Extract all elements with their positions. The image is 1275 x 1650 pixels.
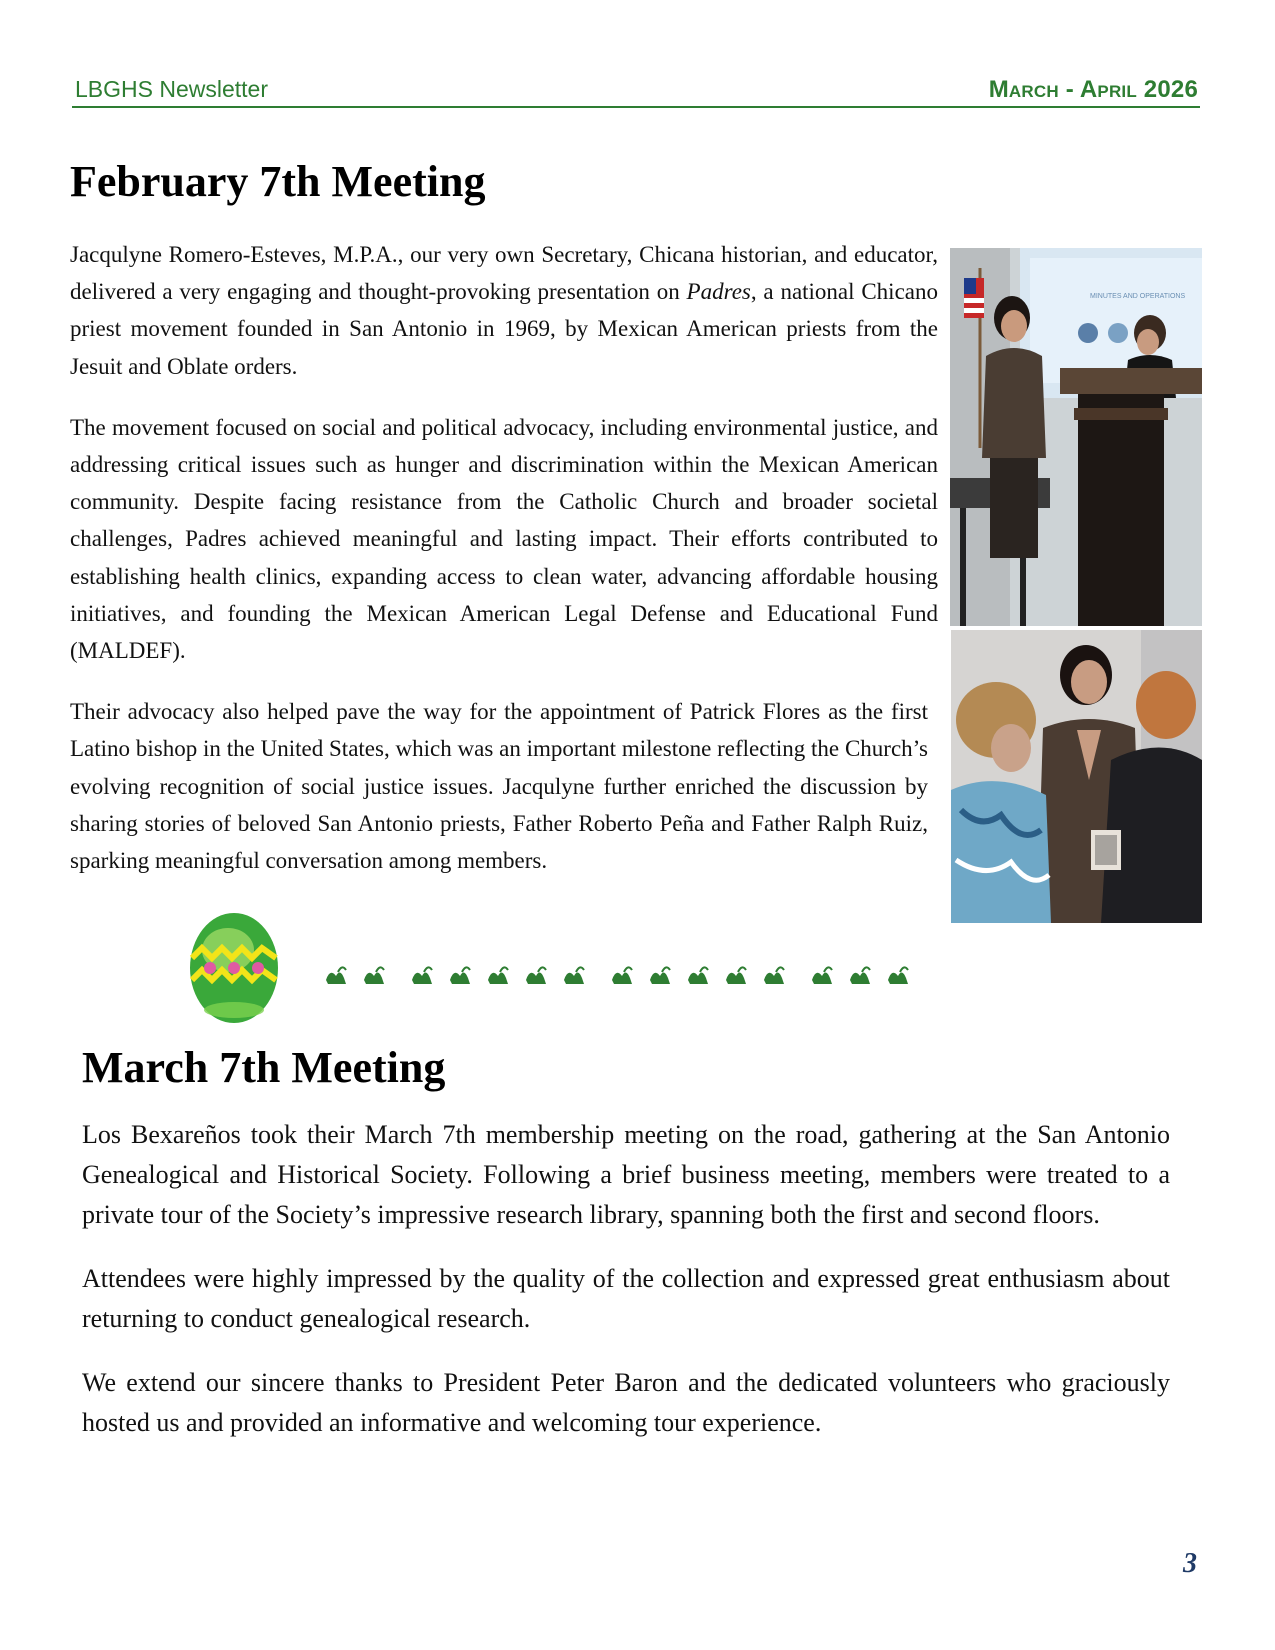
padres-emphasis: Padres [686, 279, 751, 305]
screen-text: MINUTES AND OPERATIONS [1090, 293, 1186, 300]
easter-egg-icon [186, 910, 284, 1028]
feb-paragraph-1: Jacqulyne Romero-Esteves, M.P.A., our very own Secretary, Chicana historian, and educator, delivered a very engaging and thought-provoking presentation on Padres, a national Chicano priest movement founded in San Antonio in 1969, by Mexican American priests from the Jesuit and Oblate orders. [70, 242, 938, 379]
clover-sprig-icon [650, 967, 670, 984]
march-paragraph-2: Attendees were highly impressed by the quality of the collection and expressed great enthusiasm about returning to conduct genealogical research. [82, 1264, 1170, 1333]
presentation-photo-art [950, 248, 1202, 626]
march-paragraph-1: Los Bexareños took their March 7th membership meeting on the road, gathering at the San Antonio Genealogical and Historical Society. Following a brief business meeting, members were treated to a private tour of the Society’s impressive research library, spanning both the first and second floors. [82, 1120, 1170, 1229]
conversation-photo [951, 630, 1202, 923]
feb-paragraph-3: Their advocacy also helped pave the way for the appointment of Patrick Flores as the first Latino bishop in the United States, which was an important milestone reflecting the Church’s evolving recognition of social justice issues. Jacqulyne further enriched the discussion by sharing stories of beloved San Antonio priests, Father Roberto Peña and Father Ralph Ruiz, sparking meaningful conversation among members. [70, 699, 928, 874]
presentation-photo [950, 248, 1202, 626]
march-meeting-title: March 7th Meeting [82, 1043, 446, 1092]
clover-sprig-icon [450, 967, 470, 984]
clover-sprig-icon [812, 967, 832, 984]
conversation-photo-art [951, 630, 1202, 923]
clover-sprig-icon [612, 967, 632, 984]
clover-sprig-icon [688, 967, 708, 984]
clover-sprig-icon [850, 967, 870, 984]
clover-sprig-icon [564, 967, 584, 984]
newsletter-header [72, 70, 1200, 108]
issue-date: March - April 2026 [988, 76, 1198, 103]
clover-sprig-icon [764, 967, 784, 984]
clover-sprig-icon [326, 967, 346, 984]
newsletter-name: LBGHS Newsletter [75, 76, 269, 102]
clover-sprig-icon [364, 967, 384, 984]
decorative-divider [324, 962, 944, 992]
clover-sprig-icon [488, 967, 508, 984]
march-paragraph-3: We extend our sincere thanks to President Peter Baron and the dedicated volunteers who graciously hosted us and provided an informative and welcoming tour experience. [82, 1368, 1170, 1437]
clover-sprig-icon [526, 967, 546, 984]
feb-paragraph-2: The movement focused on social and political advocacy, including environmental justice, and addressing critical issues such as hunger and discrimination within the Mexican American community. Despite facing resistance from the Catholic Church and broader societal challenges, Padres achieved meaningful and lasting impact. Their efforts contributed to establishing health clinics, expanding access to clean water, advancing affordable housing initiatives, and founding the Mexican American Legal Defense and Educational Fund (MALDEF). [70, 414, 938, 664]
march-meeting-body [82, 1115, 1170, 1467]
feb-meeting-body [70, 236, 938, 903]
feb-meeting-title: February 7th Meeting [70, 157, 486, 206]
clover-sprig-icon [888, 967, 908, 984]
page-number: 3 [1183, 1548, 1197, 1579]
clover-sprig-icon [412, 967, 432, 984]
clover-sprig-icon [726, 967, 746, 984]
